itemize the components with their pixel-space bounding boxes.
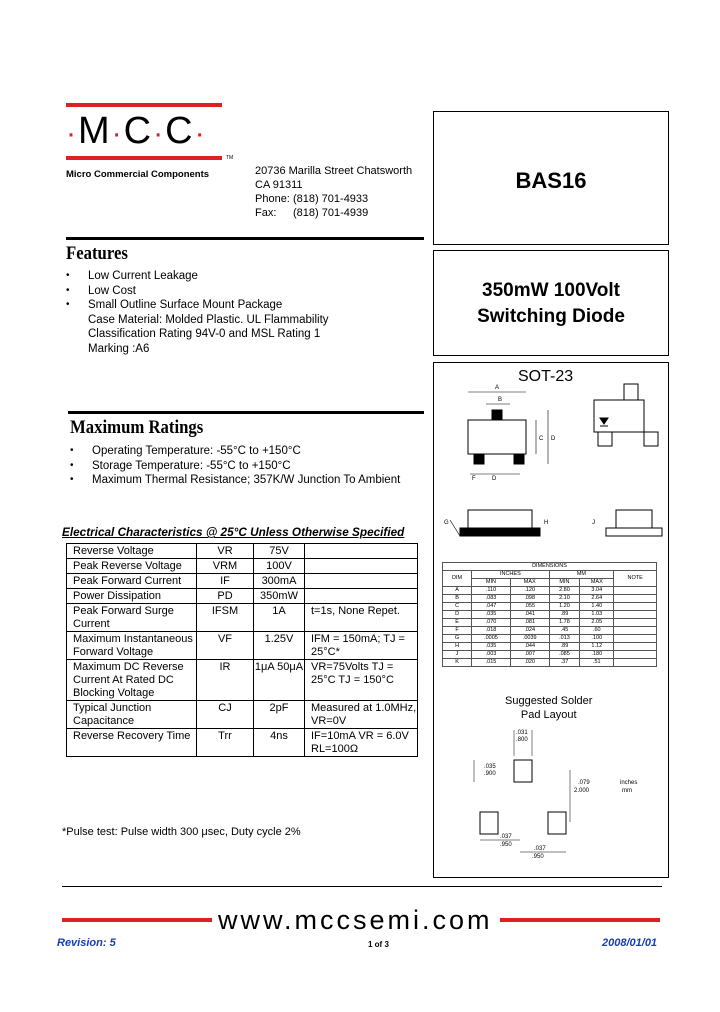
dim-sub-min: MIN (472, 579, 511, 587)
dimensions-table (442, 562, 657, 667)
dimension-cell: 2.10 (549, 595, 580, 603)
dimension-row (443, 635, 657, 643)
side-views (450, 510, 662, 536)
electrical-row (67, 701, 418, 729)
dimension-cell: .085 (549, 651, 580, 659)
part-number-box (433, 111, 669, 245)
electrical-row (67, 544, 418, 559)
dimension-cell: 1.20 (549, 603, 580, 611)
pad-dim3: .079 (578, 780, 590, 786)
dimension-cell: 1.78 (549, 619, 580, 627)
dimension-cell (614, 587, 657, 595)
dimension-cell (614, 643, 657, 651)
dim-label-h: H (544, 520, 549, 526)
pad-dim4: .037 (500, 834, 512, 840)
dimension-cell: .098 (510, 595, 549, 603)
dim-sub-max: MAX (580, 579, 614, 587)
electrical-cond: IFM = 150mA; TJ = 25°C* (305, 632, 418, 660)
ratings-list (70, 444, 400, 488)
dimension-cell: .047 (472, 603, 511, 611)
dim-label-e: F (472, 476, 476, 482)
dim-header-mm: MM (549, 571, 614, 579)
footer-bar-right (500, 918, 660, 922)
feature-item: • Low Current Leakage (66, 269, 329, 284)
dimension-cell: .083 (472, 595, 511, 603)
package-outline-drawing (440, 380, 665, 560)
dimension-cell: G (443, 635, 472, 643)
dimension-cell (614, 651, 657, 659)
electrical-param: Typical Junction Capacitance (67, 701, 197, 729)
solder-pad-left (480, 812, 498, 834)
electrical-row (67, 589, 418, 604)
dimension-cell: .070 (472, 619, 511, 627)
electrical-sym: CJ (197, 701, 254, 729)
feature-item: Classification Rating 94V-0 and MSL Rating 1 (88, 328, 321, 340)
dim-label-a: A (495, 385, 500, 391)
revision: Revision: 5 (57, 937, 116, 949)
electrical-title: Electrical Characteristics @ 25°C Unless Otherwise Specified (62, 525, 405, 539)
units-mm: mm (622, 788, 632, 794)
dimension-cell (614, 595, 657, 603)
electrical-sym: VR (197, 544, 254, 559)
dimension-cell (614, 627, 657, 635)
feature-item: Marking :A6 (88, 342, 150, 355)
electrical-param: Reverse Voltage (67, 544, 197, 559)
dimension-cell: .0005 (472, 635, 511, 643)
pad-dim2: .035 (484, 764, 496, 770)
logo-bottom-bar (66, 156, 222, 160)
electrical-sym: IR (197, 660, 254, 701)
dimension-cell: .60 (580, 627, 614, 635)
dimension-cell: 2.64 (580, 595, 614, 603)
address-line2: CA 91311 (255, 179, 303, 191)
electrical-cond (305, 574, 418, 589)
electrical-val: 350mW (254, 589, 305, 604)
features-rule (66, 237, 424, 240)
electrical-val: 2pF (254, 701, 305, 729)
dimension-cell: .45 (549, 627, 580, 635)
pad-layout-drawing (470, 722, 650, 864)
dim-label-f: D (492, 476, 497, 482)
electrical-param: Peak Forward Current (67, 574, 197, 589)
dim-label-g: G (444, 520, 449, 526)
address-line1: 20736 Marilla Street Chatsworth (255, 165, 413, 177)
footer-bar-left (62, 918, 212, 922)
dimension-cell (614, 619, 657, 627)
dimension-cell: .015 (472, 659, 511, 667)
electrical-cond: Measured at 1.0MHz, VR=0V (305, 701, 418, 729)
dimension-cell: F (443, 627, 472, 635)
dimension-cell: 1.12 (580, 643, 614, 651)
dimension-cell: .007 (510, 651, 549, 659)
electrical-val: 4ns (254, 729, 305, 757)
dim-label-d: D (551, 436, 556, 442)
dimension-cell: 2.80 (549, 587, 580, 595)
description-line1: 350mW 100Volt (482, 280, 620, 301)
dimension-row (443, 603, 657, 611)
dimension-cell: 2.05 (580, 619, 614, 627)
electrical-param: Reverse Recovery Time (67, 729, 197, 757)
schematic-symbol (594, 384, 658, 446)
company-address (255, 164, 412, 220)
feature-item: Case Material: Molded Plastic. UL Flammability (88, 313, 329, 326)
dimension-row (443, 587, 657, 595)
dimension-row (443, 643, 657, 651)
dimension-cell: 1.40 (580, 603, 614, 611)
dimension-cell: .024 (510, 627, 549, 635)
electrical-param: Power Dissipation (67, 589, 197, 604)
dimension-cell: A (443, 587, 472, 595)
feature-item: • Low Cost (66, 284, 329, 299)
fax-line: Fax: (818) 701-4939 (255, 207, 369, 219)
dimension-cell: .020 (510, 659, 549, 667)
electrical-sym: VF (197, 632, 254, 660)
dimension-cell: .035 (472, 611, 511, 619)
features-title: Features (66, 243, 128, 264)
revision-date: 2008/01/01 (602, 937, 658, 949)
electrical-row (67, 559, 418, 574)
dimension-cell: D (443, 611, 472, 619)
ratings-rule (68, 411, 424, 414)
logo-top-bar (66, 103, 222, 107)
pad-dim1: .031 (516, 730, 528, 736)
solder-pad-top (514, 760, 532, 782)
dim-header-inches: INCHES (472, 571, 549, 579)
dimension-cell: .013 (549, 635, 580, 643)
electrical-val: 1μA 50μA (254, 660, 305, 701)
dimension-cell: .003 (472, 651, 511, 659)
dimension-cell: .044 (510, 643, 549, 651)
package-name: SOT-23 (518, 368, 574, 385)
dimension-cell: 3.04 (580, 587, 614, 595)
dim-label-b: B (498, 397, 503, 403)
rating-item: • Maximum Thermal Resistance; 357K/W Junction To Ambient (70, 473, 400, 488)
rating-item: • Storage Temperature: -55°C to +150°C (70, 459, 400, 474)
description-line2: Switching Diode (477, 306, 625, 327)
dimension-cell: J (443, 651, 472, 659)
electrical-param: Maximum Instantaneous Forward Voltage (67, 632, 197, 660)
pad-dim4-mm: .950 (500, 842, 512, 848)
electrical-sym: IF (197, 574, 254, 589)
pad-dim5-mm: .950 (532, 854, 544, 860)
dimension-row (443, 659, 657, 667)
pad-dim5: .037 (534, 846, 546, 852)
dimension-cell: .081 (510, 619, 549, 627)
electrical-cond (305, 559, 418, 574)
dim-label-c: C (539, 436, 544, 442)
dim-header-dim: DIM (443, 571, 472, 587)
pad-dim3-mm: 2.000 (574, 788, 590, 794)
phone-line: Phone: (818) 701-4933 (255, 193, 369, 205)
website-url[interactable]: www.mccsemi.com (218, 905, 493, 935)
dimension-cell: .110 (472, 587, 511, 595)
top-view (468, 392, 548, 474)
part-number: BAS16 (515, 168, 587, 193)
trademark: TM (226, 155, 234, 161)
dimension-cell: .89 (549, 611, 580, 619)
dimension-cell: .018 (472, 627, 511, 635)
dimension-cell (614, 603, 657, 611)
electrical-row (67, 574, 418, 589)
dim-sub-max: MAX (510, 579, 549, 587)
dimension-cell: .100 (580, 635, 614, 643)
dimension-cell (614, 659, 657, 667)
company-logo: ·M·C·C· (66, 110, 207, 152)
electrical-cond: VR=75Volts TJ = 25°C TJ = 150°C (305, 660, 418, 701)
dimension-row (443, 595, 657, 603)
dimension-cell: C (443, 603, 472, 611)
dimension-cell: H (443, 643, 472, 651)
electrical-sym: IFSM (197, 604, 254, 632)
dimension-cell: .51 (580, 659, 614, 667)
pad-layout-title: Suggested Solder Pad Layout (505, 695, 593, 721)
features-list (66, 269, 329, 356)
dimension-cell: E (443, 619, 472, 627)
solder-pad-right (548, 812, 566, 834)
dim-header-note: NOTE (614, 571, 657, 587)
electrical-param: Maximum DC Reverse Current At Rated DC Blocking Voltage (67, 660, 197, 701)
electrical-cond (305, 589, 418, 604)
pad-dim1-mm: .800 (516, 737, 528, 743)
electrical-cond: t=1s, None Repet. (305, 604, 418, 632)
electrical-row (67, 660, 418, 701)
electrical-row (67, 632, 418, 660)
electrical-val: 1.25V (254, 632, 305, 660)
dimension-cell: .035 (472, 643, 511, 651)
units-inches: inches (620, 780, 638, 786)
company-name: Micro Commercial Components (66, 169, 210, 180)
dimension-cell: .055 (510, 603, 549, 611)
dimension-cell (614, 611, 657, 619)
electrical-row (67, 729, 418, 757)
page-number: 1 of 3 (368, 940, 389, 949)
electrical-cond (305, 544, 418, 559)
pulse-note: *Pulse test: Pulse width 300 μsec, Duty cycle 2% (62, 826, 301, 838)
dimension-cell: .120 (510, 587, 549, 595)
dimension-row (443, 611, 657, 619)
electrical-val: 1A (254, 604, 305, 632)
electrical-param: Peak Reverse Voltage (67, 559, 197, 574)
electrical-table (66, 543, 418, 757)
dimension-cell (614, 635, 657, 643)
dimension-cell: K (443, 659, 472, 667)
dimension-cell: 1.03 (580, 611, 614, 619)
electrical-param: Peak Forward Surge Current (67, 604, 197, 632)
dimension-cell: .89 (549, 643, 580, 651)
electrical-sym: VRM (197, 559, 254, 574)
electrical-cond: IF=10mA VR = 6.0V RL=100Ω (305, 729, 418, 757)
dimension-row (443, 619, 657, 627)
electrical-val: 75V (254, 544, 305, 559)
dimension-row (443, 651, 657, 659)
dimension-cell: .0039 (510, 635, 549, 643)
part-description-box (433, 250, 669, 356)
electrical-val: 100V (254, 559, 305, 574)
dimensions-title: DIMENSIONS (443, 563, 657, 571)
ratings-title: Maximum Ratings (70, 417, 204, 438)
dimension-row (443, 627, 657, 635)
rating-item: • Operating Temperature: -55°C to +150°C (70, 444, 400, 459)
dimension-cell: B (443, 595, 472, 603)
dimension-cell: .041 (510, 611, 549, 619)
pad-dim2-mm: .900 (484, 771, 496, 777)
dimension-cell: .37 (549, 659, 580, 667)
footer-rule (62, 886, 662, 887)
electrical-val: 300mA (254, 574, 305, 589)
dimension-cell: .180 (580, 651, 614, 659)
dim-sub-min: MIN (549, 579, 580, 587)
feature-item: • Small Outline Surface Mount Package (66, 298, 329, 313)
electrical-sym: PD (197, 589, 254, 604)
electrical-sym: Trr (197, 729, 254, 757)
electrical-row (67, 604, 418, 632)
dim-label-j: J (592, 520, 595, 526)
